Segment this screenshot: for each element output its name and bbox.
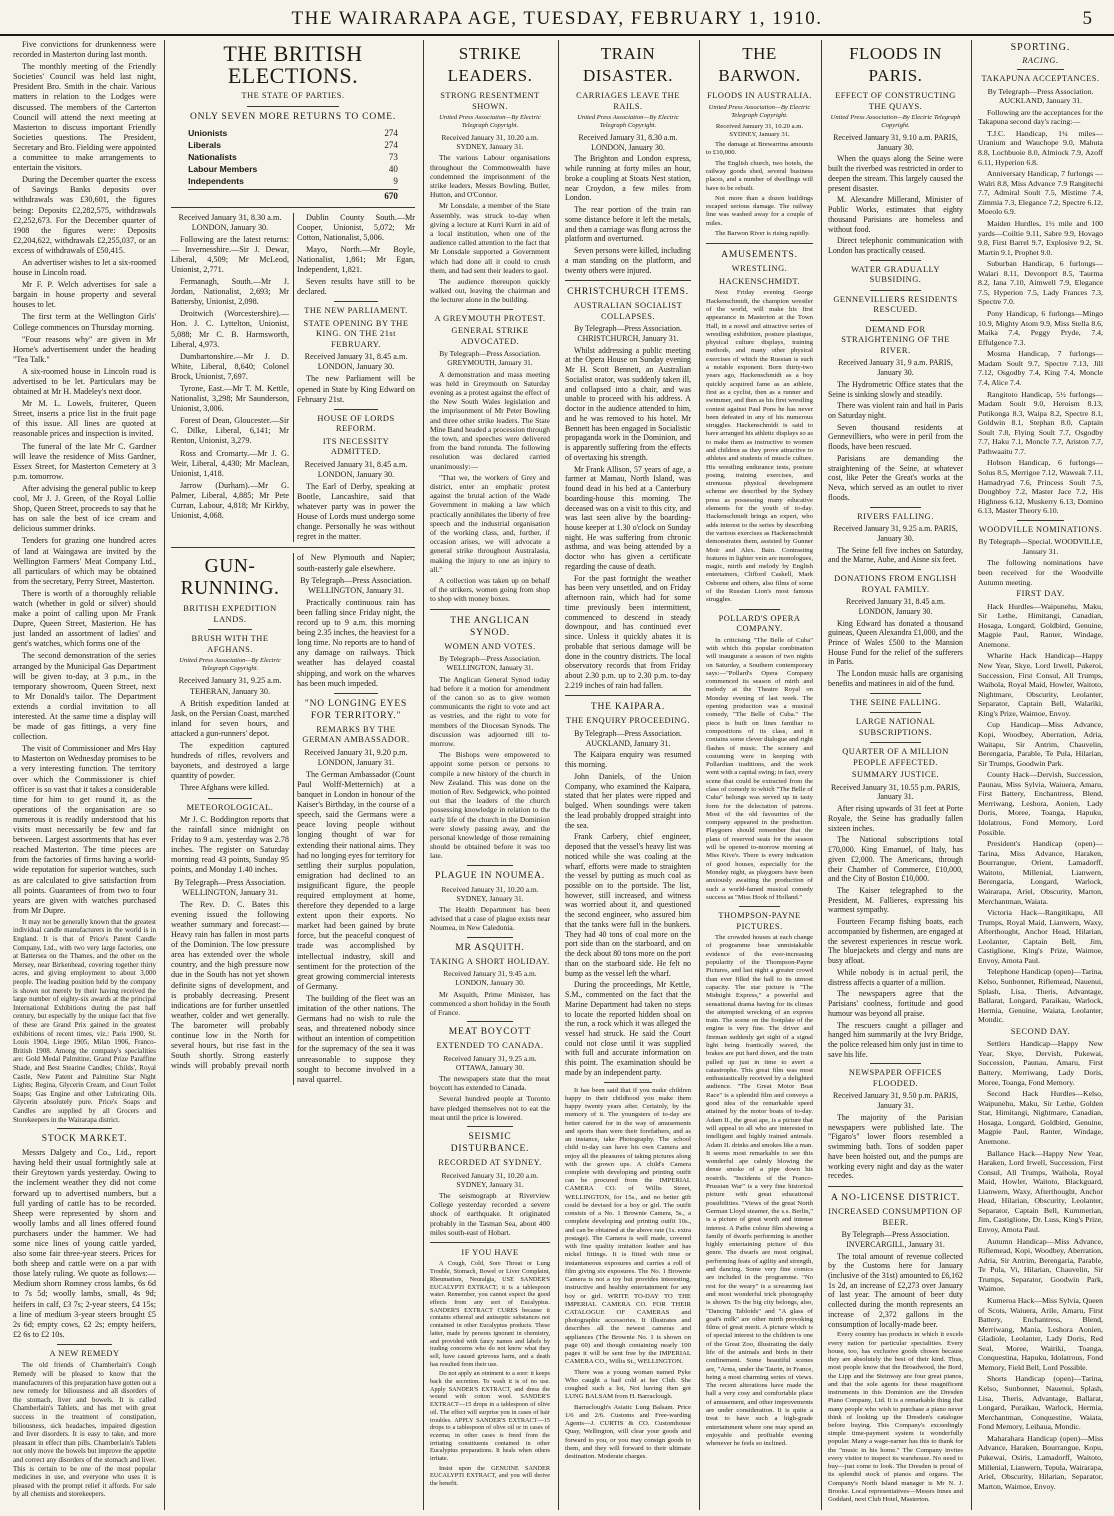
column-rule [164, 40, 165, 1510]
dateline: Received January 31, 9.25 a.m. OTTAWA, January 30. [443, 1053, 537, 1072]
paragraph: Wharite Hack Handicap—Happy New Year, Skye, Lord Irwell, Pukeroi, Succession, First Consul, All Trumps, Waihola, Royal Maid, Howler, Waitoto, Nightmare, Obscurity, Leolanter, Separator, Captain Bell, Walariki, King's Prize, Waimoe, Envoy. [978, 651, 1103, 718]
subheading: ONLY SEVEN MORE RETURNS TO COME. [189, 111, 397, 122]
advertisement-text: A Cough, Cold, Sore Throat or Lung Trouble, Stomach, Bowel or Liver Complaint, Rheumatism, Neuralgia, USE SANDER'S EUCALYPTI EXTRACT; it is a tablespoon water. Remember, you cannot expect the good effects from any sort of Eucalyptus. SANDER'S EXTRACT CURES because it contains ethereal and antiseptic substances not contained in other Eucalyptus products. These latter, made by persons ignorant in chemistry, and provided with fancy names and labels by trading concerns who do not know what they sell, have caused grievous harm, and a death has resulted from their use. [430, 1260, 550, 1368]
paragraph: The funeral of the late Mr C. Gardner will leave the residence of Miss Gardner, Essex Street, for Masterton Cemetery at 3 p.m. tomorrow. [13, 441, 156, 481]
paragraph: Mr M. L. Lowels, fruiterer, Queen Street, inserts a price list in the fruit page of this issue. All lines are quoted at reasonable prices and inspection is invited. [13, 399, 156, 439]
column-1 [8, 40, 161, 1510]
subheading: RECORDED AT SYDNEY. [438, 1158, 542, 1168]
divider [739, 906, 780, 907]
paragraph: Next Friday evening George Hackenschmidt, the champion wrestler of the world, will make his first appearance in Masterton at the Town Hall, in a novel and attractive series of wrestling exhibition, posture plastique, physical culture displays, training methods, and many other physical exercises of which the Russian is such a notable exponent. Born thirty-two years ago, Hackenschmidt as a boy quickly acquired fame as an athlete, first as a cyclist, then as a runner and swimmer, and then as his first wrestling contest against Paul Pons he has never been defeated in any of his numerous struggles. Hackenschmidt is said to have arranged his athletic displays so as to make them as instructive to women and children as they prove attractive to athletes and students of muscle culture. His wrestling endurance tests, posture posing, training exercises, and strenuous physical development scheme are described by the Sydney press as possessing many educative elements for the youth of to-day. Hackenschmidt brings an expert, who adds interest to the series by describing the various exercises as Hackenschmidt demonstrates them, assisted by Gunner Moir and Alex. Bain. Contrasting features in lighter vein are monologues, magic, mirth and melody by English entertainers, Clifford Caskell, Mark Osborne and others, also films of some of the Russian Lion's most famous struggles. [706, 289, 813, 604]
dateline: Received January 31, 9.50 p.m. PARIS, January 31. [832, 1091, 959, 1111]
divider [467, 309, 513, 310]
divider [604, 1082, 652, 1083]
divider [706, 243, 813, 244]
party-seats: 73 [388, 151, 398, 162]
subheading: RACING. [1022, 55, 1059, 65]
section-heading: SEISMIC DISTURBANCE. [450, 1132, 530, 1155]
paragraph: Direct telephonic communication with London has practically ceased. [828, 236, 963, 256]
dateline: Received January 31, 10.55 p.m. PARIS, January 31. [830, 782, 960, 802]
paragraph: The London music halls are organising benefits and matinees in aid of the fund. [828, 669, 963, 688]
headline: TRAIN DISASTER. [583, 44, 673, 85]
divider [870, 742, 921, 743]
subheading: GENERAL STRIKE ADVOCATED. [451, 326, 529, 346]
section-heading: SPORTING. [1010, 42, 1071, 53]
subheading: STRONG RESENTMENT SHOWN. [440, 91, 540, 111]
paragraph: Dumbartonshire.—Mr J. D. White, Liberal, 8,640; Colonel Brock, Unionist, 7,697. [171, 351, 289, 381]
paragraph: The newspapers state that the meat boycott has extended to Canada. [430, 1074, 550, 1093]
subheading: HACKENSCHMIDT. [718, 276, 801, 286]
divider [334, 693, 379, 694]
dateline: Received January 31, 10.20 a.m. SYDNEY, January 31. [441, 133, 539, 152]
advertisement-text: Every country has products in which it excels every nation for particular specialities. Every house, too, has exclusive goods chosen because they are absolutely the best of their kind. Thus, most people know that the Broadwood, the Bord, the Lipp and the Steinway are four great pianos, and that the sole agents for these magnificent instruments in this Dominion are the Dresden Piano Company, Ltd. It is a remarkable thing that many people who wish to purchase a piano never think of looking up the Dresden's catalogue before buying. This Company's exceedingly simple time-payment system is wonderfully popular. Many a wage-earner has this to thank for the "music in his home." The Company invites every visitor to inspect its warehouse. No need to buy—just come to look. The Dresden is proud of its splendid stock of pianos and organs. The Company's North Island manager is Mr N. J. Brooke. Local representatives—Messrs Innes and Goddard, next Club Hotel, Masterton. [828, 1331, 963, 1504]
paragraph: Hack Hurdles—Waipunehu, Maku, Sir Lethe, Himitangi, Canadian, Hosaga, Longard, Goldbird, Genuine, Magpie Paul, Ranter, Windage, Anemone. [978, 601, 1103, 649]
headline: THE BRITISH ELECTIONS. [223, 41, 363, 88]
section-heading: THE ANGLICAN SYNOD. [450, 615, 530, 638]
paragraph: T.J.C. Handicap, 1¼ miles—Uranium and Wauchope 9.0, Mahuta 8.8, Lochbuoie 8.0, Almiock 7.9, Azoff 6.11, Hyperion 6.8. [978, 128, 1103, 167]
section-heading: WATER GRADUALLY SUBSIDING. [851, 264, 940, 285]
column-3 [425, 40, 555, 1510]
subheading: ITS NECESSITY ADMITTED. [322, 436, 390, 457]
paragraph: An advertiser wishes to let a six-roomed house in Lincoln road. [13, 257, 156, 278]
paragraph: Seven persons were killed, including a man standing on the platform, and twenty others were injured. [565, 246, 691, 275]
divider [1017, 69, 1065, 70]
section-heading: CHRISTCHURCH ITEMS. [567, 287, 689, 298]
column-rule [699, 40, 700, 1510]
paragraph: Maiden Hurdles, 1½ mile and 100 yards—Coiltie 9.11, Sabre 9.9, Hovago 9.8, First Barrel 9.7, Explosive 9.2, St. Martin 9.1, Prophet 9.0. [978, 218, 1103, 257]
paragraph: County Hack—Dervish, Succession, Paunau, Miss Sylvia, Waiuera, Amaru, First Battery, Enchantress, Blend, Merriwang, Leshora, Aonien, Lady Doris, Moree, Toanga, Hapuku, Idolatrous, Fond Memory, Lord Possible. [978, 770, 1103, 837]
subheading: FIRST DAY. [1016, 589, 1065, 599]
paragraph: Tyrone, East.—Mr T. M. Kettle, Nationalist, 3,298; Mr Saunderson, Unionist, 3,006. [171, 384, 289, 414]
dateline: Received January 31, 9.10 a.m. PARIS, January 30. [833, 133, 958, 152]
paragraph: Rangitoto Handicap, 5½ furlongs—Madam Soult 9.0, Heroism 8.13, Putikonga 8.3, Waipa 8.2, Spectre 8.1, Goldwin 8.1, Stephan 8.0, Captain Soult 7.8, Flying Soult 7.7, Osgodby 7.7, Haku 7.1, Moncle 7.7, Ariston 7.7, Pathwaaitu 7.7. [978, 389, 1103, 456]
paragraph: Following are the latest returns:— Invernesshire.—Sir J. Dewar, Liberal, 4,509; Mr McLeod, Unionist, 2,771. [171, 234, 289, 274]
column-4 [560, 40, 696, 1510]
paragraph: Seven thousand residents at Gennevilliers, who were in peril from the floods, have been rescued. [828, 422, 963, 452]
dateline: Received January 31, 9.25 a.m. TEHERAN, January 30. [178, 676, 282, 696]
paragraph: Second Hack Hurdles—Kelso, Waipunehu, Maku, Sir Lethe, Golden Star, Himitangi, Nightmare, Canadian, Hosaga, Longard, Goldbird, Genuine, Magpie Paul, Ranter, Windage, Anemone. [978, 1089, 1103, 1146]
section-heading: AMUSEMENTS. [721, 250, 798, 261]
divider [171, 547, 415, 548]
party-row [188, 151, 398, 163]
dateline: Received January 31, 8.45 a.m. LONDON, January 30. [304, 459, 408, 479]
paragraph: Settlers Handicap—Happy New Year, Skye, Dervish, Pukewai, Succession, Paunau, Amaru, First Battery, Merriwang, Lady Doris, Moree, Toanga, Fond Memory. [978, 1039, 1103, 1087]
column-rule [558, 40, 559, 1510]
subheading: LARGE NATIONAL SUBSCRIPTIONS. [855, 717, 936, 737]
paragraph: The Earl of Derby, speaking at Bootle, Lancashire, said that whatever party was in power the House of Lords must undergo some change. Personally he was without regret in the matter. [297, 481, 415, 542]
subheading: EXTENDED TO CANADA. [436, 1041, 544, 1051]
divider [870, 569, 921, 570]
paragraph: The English church, two hotels, the railway goods shed, several business places, and a number of dwellings will have to be rebuilt. [706, 159, 813, 192]
divider [870, 290, 921, 291]
dateline: Received January 31, 10.20 a.m. SYDNEY, January 31. [441, 1170, 539, 1189]
paragraph: During the proceedings, Mr Kettle, S.M., commented on the fact that the Marine Department had taken no steps to locate the reported hidden shoal on the run, a rock which it was alleged the vessel had struck. He said the Court could not close until it was supplied with full and accurate information on this point. The examination should be made by an independent party. [565, 980, 691, 1077]
paragraph: Not more than a dozen buildings escaped serious damage. The railway line was washed away for a couple of miles. [706, 194, 813, 227]
party-name: Labour Members [188, 163, 258, 174]
advertisement-text: Insist upon the GENUINE SANDER EUCALYPTI EXTRACT, and you will derive the benefit. [430, 1464, 550, 1488]
paragraph: The Seine fell five inches on Saturday, and the Marne, Aube, and Aisne six feet. [828, 545, 963, 565]
total-seats: 670 [188, 189, 398, 202]
paragraph: The seismograph at Riverview College yesterday recorded a severe shock of earthquake. It originated probably in the Tasman Sea, about 400 miles south-east of Hobart. [430, 1190, 550, 1237]
paragraph: The Hydrometric Office states that the Seine is sinking slowly and steadily. [828, 379, 963, 399]
party-name: Unionists [188, 127, 228, 138]
paragraph: Ballance Hack—Happy New Year, Haraken, Lord Irwell, Succession, First Consul, All Trumps, Waihola, Royal Maid, Howler, Waitoto, Blackguard, Lianwern, Waxy, Afterthought, Anchor Head, Hilarian, Obscurity, Leolanter, Separator, Captain Bell, Kummerian, Jim, Castiglione, Dr. Luss, King's Prize, Envoy, Amota Paul. [978, 1148, 1103, 1234]
paragraph: The rescuers caught a pillager and hanged him summarily at the Ivry Bridge, the police released him only just in time to save his life. [828, 1020, 963, 1059]
party-row [188, 127, 398, 139]
subheading: BRUSH WITH THE AFGHANS. [191, 634, 269, 654]
paragraph: Mr F. P. Welch advertises for sale a bargain in house property and several houses to let. [13, 280, 156, 310]
subheading: GENNEVILLIERS RESIDENTS RESCUED. [833, 294, 958, 315]
paragraph: Mr Asquith, Prime Minister, has commenced a short holiday in the South of France. [430, 989, 550, 1017]
paragraph: The old friends of Chamberlain's Cough Remedy will be pleased to know that the manufacturers of this preparation have gotten out a new remedy for biliousness and all disorders of the stomach, liver and bowels. It is called Chamberlain's Tablets, and has met with great success in the treatment of constipation, biliousness, sick headaches, impaired digestion and liver disorders. It is easy to take, and more pleasant in effect than pills. Chamberlain's Tablets not only move the bowels but improve the appetite and correct any disorders of the stomach and liver. This is certain to be one of the most popular medicines in use, and everyone who uses it is pleased with the prompt relief it affords. For sale by all chemists and storekeepers. [13, 1361, 156, 1499]
advertisement-heading: IF YOU HAVE [461, 1247, 519, 1257]
column-2 [166, 40, 420, 1510]
dateline: By Telegraph—Press Association. AUCKLAND, January 31. [574, 728, 682, 748]
dateline: Received January 31, 8.30 a.m. LONDON, January 30. [578, 133, 678, 152]
section-heading: THE SEINE FALLING. [850, 697, 941, 707]
headline: STRIKE LEADERS. [447, 44, 533, 85]
paragraph: Following are the acceptances for the Takapuna second day's racing:— [978, 107, 1103, 127]
paragraph: Autumn Handicap—Miss Advance, Riflemead, Kopi, Woodbey, Aberration, Adria, Sir Antrim, Berengaria, Parable, Te Pula, Vi, Hilarian, Chauvelin, Sir Trumps, Separator, Goodwin Park, Waimoe. [978, 1236, 1103, 1294]
section-heading: A GREYMOUTH PROTEST. [434, 313, 546, 323]
column-rule [971, 40, 972, 1510]
paragraph: The monthly meeting of the Friendly Societies' Council was held last night, President Bro. Smith in the chair. Various matters in relation to the Lodges were discussed. The members of the Carterton Council will attend the next meeting at Masterton to discuss important Friendly Societies questions. The President, Secretary and Bro. Fielding were appointed a committee to make arrangements to entertain the visitors. [13, 62, 156, 173]
subheading: WOMEN AND VOTES. [444, 641, 536, 651]
party-name: Independents [188, 175, 244, 186]
subheading: THE STATE OF PARTIES. [241, 91, 345, 100]
subheading: THE ENQUIRY PROCEEDING. [565, 716, 690, 726]
section-heading: NEWSPAPER OFFICES FLOODED. [848, 1068, 943, 1088]
paragraph: The following nominations have been received for the Woodville Autumn meeting. [978, 558, 1103, 587]
dateline: By Telegraph—Special. WOODVILLE, January 31. [978, 537, 1103, 556]
advertisement-text: It has been said that if you make children happy in their childhood you make them happy twenty years after. Certainly, by the memory of it. The youngsters of to-day are better catered for in the way of amusements and sports than were their forefathers, and as an instance, take Photography. The school child to-day can have his own Camera and enjoy all the pleasures of taking pictures along with the grown ups. A child's Camera complete with developing and printing outfit can be procured from the IMPERIAL CAMERA CO. of Willis Street, WELLINGTON, for 15s., and no better gift could be devised for a boy or girl. The outfit consists of a No. 1 Brownie Camera, 5s., a complete developing and printing outfit 10s., and can be obtained at the above rate (1s. extra postage). The Camera is well made, covered with fine quality imitation leather and has nickel fittings. It is fitted with time or instantaneous exposures and carries a roll of film giving six exposures. The No. 1 Brownie Camera is not a toy but provides interesting, instructive and healthy entertainment for any boy or girl. WRITE TO-DAY TO THE IMPERIAL CAMERA CO. FOR THEIR CATALOGUE OF CAMERAS and photographic accessories. It illustrates and describes all the newest cameras and appliances (The Brownie No. 1 is shown on page 60) and though containing nearly 100 pages it will be sent free by the IMPERIAL CAMERA CO., Willis St., WELLINGTON. [565, 1086, 691, 1366]
section-heading: "NO LONGING EYES FOR TERRITORY." [304, 698, 408, 721]
subheading: FLOODS IN AUSTRALIA. [707, 91, 812, 100]
paragraph: Kumeroa Hack—Miss Sylvia, Queen of Scots, Waiuera, Arile, Amaru, First Battery, Enchantress, Blend, Merriwang, Mania, Leshora Aonien, Gladiole, Leolanter, Lady Doris, Red Seal, Moree, Wairiki, Toanga, Conquestina, Hapuku, Idolatrous, Fond Memory, Field Bell, Lord Possible. [978, 1295, 1103, 1372]
subheading: STATE OPENING BY THE KING. ON THE 21st FEBRUARY. [303, 318, 409, 349]
paragraph: The Health Department has been advised that a case of plague exists near Noumea, in New Caledonia. [430, 905, 550, 933]
press-credit: United Press Association—By Electric Telegraph Copyright. [577, 114, 679, 129]
paragraph: The second demonstration of the series arranged by the Municipal Gas Department will be given to-day, at 3 p.m., in the temporary showroom, Queen Street, next to Mr Donald's tailor. The Department extends a cordial invitation to all interested. At the same time a display will be made of gas fittings, a very fine collection. [13, 651, 156, 742]
paragraph: M. Alexandre Millerand, Minister of Public Works, estimates that eighty thousand Parisians are homeless and without food. [828, 195, 963, 234]
section-heading: MEAT BOYCOTT [448, 1027, 532, 1038]
paragraph: A demonstration and mass meeting was held in Greymouth on Saturday evening as a protest against the effect of the New South Wales legislation and the imprisonment of Mr Peter Bowling and three other strike leaders. The State Mine Band headed a procession through the town, and speeches were delivered from the band rotunda. The following resolution was declared carried unanimously:— [430, 369, 551, 471]
paragraph: Seven results have still to be declared. [297, 277, 415, 297]
paragraph: A British expedition landed at Jask, on the Persian Coast, marched inland for seven hours, and attacked a gun-runners' depot. [171, 698, 289, 738]
paragraph: While nobody is in actual peril, the distress affects a quarter of a million. [828, 967, 963, 987]
divider [870, 260, 921, 261]
paragraph: When the quays along the Seine were built the riverbed was restricted in order to deepen the stream. This largely caused the present disaster. [828, 154, 963, 193]
dateline: By Telegraph—Press Association. CHRISTCHURCH, January 31. [574, 324, 682, 344]
column-rule [423, 40, 424, 1510]
dateline: By Telegraph—Press Association. WELLINGTON, January 31. [300, 575, 412, 595]
divider [430, 609, 550, 610]
paragraph: The expedition captured hundreds of rifles, revolvers and bayonets, and destroyed a large quantity of powder. [171, 741, 289, 781]
paragraph: Parisians are demanding the straightening of the Seine, at whatever cost, like Peter the Great's works at the Neva, which served as an outlet to river floods. [828, 453, 963, 502]
paragraph: During the December quarter the excess of Savings Banks deposits over withdrawals was £30,601, the figures being: Deposits £2,282,575, withdrawals £2,252,673. For the December quarter of 1908 the figures were: Deposits £2,204,622, withdrawals £2,255,037, or an excess of withdrawals of £50,415. [13, 175, 156, 255]
party-seats: 40 [388, 163, 398, 174]
subheading: TAKING A SHORT HOLIDAY. [430, 956, 550, 966]
paragraph: Mr J. C. Boddington reports that the rainfall since midnight on Friday to 9 a.m. yesterday was 2.78 inches. The register on Saturday morning read 43 points, Sunday 95 points, and Monday 1.40 inches. [171, 815, 289, 875]
column-7 [973, 40, 1108, 1510]
dateline: Received January 31, 8.45 a.m. LONDON, January 30. [845, 597, 946, 616]
paragraph: The German Ambassador (Count Paul Wolff-Metternich) at a banquet in London in honour of the Kaiser's Birthday, in the course of a speech, said the Germans were a peace loving people without longing thought of war for extending their national aims. They had no longing eyes for territory for settling their surplus population, emigration had declined to an insignificant figure, the people required employment at home, therefore they depended to a large extent upon their exports. No market had been gained by brute force, but the peaceful conquest of trade was accomplished by intellectual industry, skill and sentiment for the protection of the great growing commercial interests of Germany. [297, 769, 415, 991]
subheading: SUMMARY JUSTICE. [851, 770, 940, 780]
section-heading: THE NEW PARLIAMENT. [304, 306, 408, 316]
divider [171, 207, 415, 208]
section-heading: POLLARD'S OPERA COMPANY. [718, 613, 801, 634]
paragraph: Frank Carbery, chief engineer, deposed that the vessel's heavy list was noticed while she was coaling at the wharf, efforts were made to straighten the vessel by putting as much coal as possible on to the portside. The list, however, still increased, and witness was worried about it, and questioned the second engineer, who assured him that the tanks were full in the bunkers. They had 40 tons of coal more on the port side than on the starboard, and on the deck about 80 tons more on the port than on the starboard side. He felt no bump as the vessel left the wharf. [565, 832, 691, 978]
divider [247, 106, 340, 107]
section-heading: A NO-LICENSE DISTRICT. [830, 1193, 961, 1204]
paragraph: The first term at the Wellington Girls' College commences on Thursday morning. [13, 312, 156, 332]
paragraph: After advising the general public to keep cool, Mr J. J. Green, of the Royal Lollie Shop, Queen Street, proceeds to say that he has on sale the best of ice cream and delicious summer drinks. [13, 483, 156, 534]
divider [334, 409, 379, 410]
newspaper-page [0, 40, 1114, 1510]
dateline: Received January 31, 10.20 a.m. SYDNEY, January 31. [441, 884, 539, 903]
paragraph: The Bishops were empowered to appoint some person or persons to compile a new history of the church in New Zealand. This was done on the motion of Rev. Sedgewick, who pointed out that the leaders of the church possessing knowledge in relation to the early life of the church in the Dominion were slowly passing away, and the personal knowledge of those remaining should be obtained before it was too late. [430, 750, 550, 861]
paragraph: Fourteen Fecamp fishing boats, each accompanied by fishermen, are engaged at the severest experiences in rescue work. The bluejackets and clergy and nuns are busy afloat. [828, 917, 963, 966]
party-seats: 274 [384, 127, 398, 138]
party-standings-table [188, 127, 398, 202]
paragraph: Mayo, North.—Mr Boyle, Nationalist, 1,861; Mr Egan, Independent, 1,821. [297, 244, 415, 274]
press-credit: United Press Association—By Electric Telegraph Copyright. [830, 114, 961, 129]
column-5 [701, 40, 818, 1510]
dateline: By Telegraph—Press Association. WELLINGTON, January 31. [174, 877, 286, 897]
dateline: Received January 31, 9 a.m. PARIS, January 30. [838, 358, 953, 378]
paragraph: John Daniels, of the Union Company, who examined the Kaipara, stated that her plates were ripped and bulged. When soundings were taken the lead probably dropped straight into the sea. [565, 771, 691, 830]
divider [870, 1063, 921, 1064]
section-heading: STOCK MARKET. [41, 1134, 128, 1145]
section-heading: THOMPSON-PAYNE PICTURES. [718, 911, 801, 931]
headline: FLOODS IN PARIS. [849, 44, 942, 85]
paragraph: After rising upwards of 31 feet at Porte Royale, the Seine has gradually fallen sixteen inches. [828, 804, 963, 833]
paragraph: The new Parliament will be opened in State by King Edward on February 21st. [297, 374, 415, 404]
paragraph: "Four reasons why" are given in Mr Horne's advertisement under the heading "Tea Talk." [13, 334, 156, 364]
paragraph: Practically continuous rain has been falling since Friday night, the record up to 9 a.m. this morning being 2.35 inches, the heaviest for a long time. No reports are to hand of any damage on railways. Thick weather has delayed coastal shipping, and work on the wharves has been much impeded. [297, 597, 415, 688]
party-name: Nationalists [188, 151, 237, 162]
paragraph: Five convictions for drunkenness were recorded in Masterton during last month. [13, 40, 156, 60]
paragraph: Forest of Dean, Gloucester.—Sir C. Dilke, Liberal, 6,141; Mr Renton, Unionist, 3,279. [171, 416, 289, 446]
paragraph: The audience thereupon quickly walked out, leaving the chairman and the lecturer alone in the building. [430, 277, 550, 305]
dateline: Received January 31, 9.25 a.m. PARIS, January 30. [833, 524, 958, 543]
paragraph: Tenders for grazing one hundred acres of land at Waingawa are invited by the Wellington Farmers' Meat Company Ltd., all particulars of which may be obtained from the secretary, Perry Street, Masterton. [13, 536, 156, 586]
paragraph: Jarrow (Durham).—Mr G. Palmer, Liberal, 4,885; Mr Pete Curran, Labour, 4,818; Mr Kirkby, Unionist, 4,068. [171, 480, 289, 521]
divider [467, 1021, 513, 1022]
paragraph: Mr Frank Allison, 57 years of age, a farmer at Mamau, North Island, was found dead in his bed at a Canterbury boarding-house this morning. The deceased was on a visit to this city, and was last seen alive by the boarding-house keeper at 1.30 o'clock on Sunday night. He was suffering from chronic asthma, and was being attended by a doctor who has given a certificate regarding the cause of death. [565, 464, 691, 571]
divider [467, 865, 513, 866]
paragraph: Whilst addressing a public meeting at the Opera House on Sunday evening Mr H. Scott Bennett, an Australian Socialist orator, was suddenly taken ill, and collapsed into a chair, and was unable to proceed with his address. A doctor in the audience attended to him, and he was removed to his hotel. Mr Bennett has been engaged in Socialistic propaganda work in the Dominion, and is apparently suffering from the effects of overtaxing his strength. [565, 345, 691, 462]
small-print-paragraph: It may not be generally known that the greatest individual candle manufacturers in the world is in England. It is that of Price's Patent Candle Company, Ltd., with two very large factories, one at Battersea on the Thames, and the other on the Mersey, near Birkenhead, covering together thirty acres, and giving employment to about 3,000 people. The leading position held by the company is shown not merely by their having received the large number of eighty-six awards at the principal International Exhibitions during the past half century, but especially by the unique fact that five of these are Grand Prix gained in the greatest exhibitions of recent times, viz.: Paris 1900, St. Louis 1904, Liege 1905, Milan 1906, Franco-British 1908. Among the company's specialities are: Gold Medal Palmitine, Grand Prize Paraffine Shade, and Best Stearine Candles; Childs', Royal Castle, New Patent and Palmitine Star Night Lights; Regina, Glycerin Cream, and Court Toilet Soaps; Gas Engine and other Lubricating Oils. Glycerin absolutely pure. Price's Soaps and Candles are supplied by all Grocers and Storekeepers in the Wairarapa district. [13, 917, 156, 1124]
divider [739, 609, 780, 610]
section-heading: THE KAIPARA. [590, 702, 666, 713]
paragraph: The Barwon River is rising rapidly. [715, 230, 810, 238]
paragraph: Droitwich (Worcestershire).—Hon. J. C. Lyttelton, Unionist, 5,088; Mr C. B. Harmsworth, Liberal, 4,973. [171, 309, 289, 349]
divider [430, 1242, 550, 1243]
paragraph: The Anglican General Synod today had before it a motion for amendment of the canon so as to give women communicants the right to vote and act as vestries, and the right to vote for members of the Diocesan Synods. The discussion was adjourned till to-morrow. [430, 674, 550, 748]
dateline: Received January 31, 8.45 a.m. LONDON, January 30. [304, 352, 408, 372]
paragraph: President's Handicap (open)—Tarina, Miss Advance, Haraken, Bourrangue, Orient, Lamadorff, Waitoto, Millenial, Lianwern, Berengaria, Longard, Warlock, Wairarapa, Ariel, Obscurity, Marton, Merchantman, Waiata. [978, 839, 1103, 906]
party-name: Liberals [188, 139, 222, 150]
column-6 [823, 40, 968, 1510]
paragraph: The visit of Commissioner and Mrs Hay to Masterton on Wednesday promises to be a very interesting function. The territory over which the Commissioner is chief officer is so vast that it takes a considerable time for him to get round it, as the operations of the organisation are so numerous it is readily understood that his visits must necessarily be few and far between. Largest assortments that has ever reached Masterton. The time pieces are from the factories of firms having a world-wide reputation for superior watches, such as are calculated to give satisfaction from all points. Guarantees of from two to four years are given with watches purchased from Mr Dupre. [13, 744, 156, 915]
paragraph: The various Labour organisations throughout the Commonwealth have condemned the imprisonment of the strike leaders, Messrs Bowling, Butler, Hutton, and O'Connor. [430, 153, 550, 200]
advertisement-text: There was a young woman named Pyke Who caught a bad cold at her Club. She coughed such a lot, Not having then got LUNG BALSAM from H. Barraclough. [565, 1368, 691, 1401]
paragraph: Fermanagh, South.—Mr J. Jordan, Nationalist, 2,693; Mr Battersby, Unionist, 2,098. [171, 277, 289, 307]
paragraph: Anniversary Handicap, 7 furlongs —Walri 8.8, Miss Advance 7.9 Rangitechi 7.7, Admiral Soult 7.5, Mistime 7.4, Zimmia 7.3, Elegance 7.2, Spectre 6.12, Moeolo 6.9. [978, 169, 1103, 217]
paragraph: There was violent rain and hail in Paris on Saturday night. [828, 401, 963, 420]
local-news [13, 40, 156, 1124]
paragraph: Shorts Handicap (open)—Tarina, Kelso, Sunbonnet, Nauenui, Splash, Lisa, Theris, Advantage, Ballarat, Longard, Puraikau, Warlock, Hermia, Merchantman, Conquestine, Waiata, Fond Memory, Leihaua, Mondic. [978, 1374, 1103, 1432]
dateline: Received January 31, 9.45 a.m. LONDON, January 30. [443, 969, 537, 988]
subheading: WOODVILLE NOMINATIONS. [978, 524, 1103, 534]
dateline: Received January 31, 10.20 a.m. SYDNEY, January 31. [715, 122, 804, 138]
paragraph: The Brighton and London express, while running at forty miles an hour, broke a coupling at Stoats Nest station, near Croydon, a few miles from London. [565, 154, 691, 203]
section-heading: HOUSE OF LORDS REFORM. [317, 413, 395, 434]
subheading: INCREASED CONSUMPTION OF BEER. [828, 1207, 963, 1227]
divider [870, 320, 921, 321]
divider [565, 695, 691, 696]
divider [870, 712, 921, 713]
paragraph: The majority of the Parisian newspapers were published late. The "Figaro's" lower floors resembled a swimming bath. Tons of sodden paper have been hoisted out, and the pumps are working every night and day as the water recedes. [828, 1112, 963, 1181]
subheading: REMARKS BY THE GERMAN AMBASSADOR. [302, 724, 410, 745]
subheading: QUARTER OF A MILLION PEOPLE AFFECTED. [842, 747, 949, 767]
page-number: 5 [1082, 8, 1092, 29]
press-credit: United Press Association—By Electric Telegraph Copyright. [179, 657, 281, 673]
party-seats: 274 [384, 139, 398, 150]
dateline: By Telegraph—Press Association. INVERCARGILL, January 31. [841, 1230, 950, 1249]
paragraph: Messrs Dalgety and Co., Ltd., report having held their usual fortnightly sale at their Greytown yards yesterday. Owing to the inclement weather they did not come forward up to advertised numbers, but a full yarding of cattle has to be recorded. Sheep were represented by shorn and woolly lambs and all lines offered found purchasers under the hammer. We had some nice lines of young cattle yarded, also some fair three-year steers. Prices for both sheep and cattle were on a par with those lately ruling. We quote as follows:—Medium shorn Romney cross lambs, 6s 6d to 7s 5d; woolly lambs, small, 4s 9d; heifers in calf, £3 7s; 2-year steers, £4 15s; a line of medium 3-year steers brought £5 2s 6d; empty cows, £2 2s; empty heifers, £2 6s to £2 10s. [13, 1148, 156, 1339]
dateline: By Telegraph—Press Association. WELLINGTON, January 31. [439, 654, 541, 673]
paragraph: Three Afghans were killed. [180, 783, 270, 793]
advertisement-text: Do not apply an ointment to a sore: it keeps back the secretion. To wash it is of no use. Apply SANDER'S EXTRACT, and dress the wound with cotton wool. SANDER'S EXTRACT—15 drops in a tablespoon of olive oil. The effect will surprise you in cases of hair troubles. APPLY SANDER'S EXTRACT—15 drops to a tablespoon of olive oil or in cases of eczema; in other cases is freed from the irritating constituents contained in other Eucalyptus preparations. It heals when others irritate. [430, 1370, 550, 1463]
divider [870, 507, 921, 508]
section-heading: PLAGUE IN NOUMEA. [435, 870, 545, 881]
paragraph: The National subscriptions total £70,000. King Emanuel, of Italy, has given £2,000. The Americans, through their Chamber of Commerce, £10,000, and the City of Boston £10,000. [828, 835, 963, 884]
paragraph: The rear portion of the train ran some distance before it left the metals, and then a carriage was flung across the platform and overturned. [565, 205, 691, 244]
paragraph: The newspapers agree that the Parisians' coolness, fortitude and good humour was beyond all praise. [828, 989, 963, 1018]
divider [870, 693, 921, 694]
paragraph: Ross and Cromarty.—Mr J. G. Weir, Liberal, 4,430; Mr Maclean, Unionist, 1,418. [171, 448, 289, 478]
paragraph: The Kaipara enquiry was resumed this morning. [565, 750, 691, 770]
party-seats: 9 [393, 175, 398, 186]
paragraph: Cup Handicap—Miss Advance, Kopi, Woodbey, Aberration, Adria, Waitapu, Sir Antrim, Chauvelin, Berengaria, Parable, Te Pula, Hilarian, Sir Trumps, Goodwin Park. [978, 720, 1103, 768]
press-credit: United Press Association—By Electric Telegraph Copyright. [439, 114, 541, 129]
divider [334, 301, 379, 302]
advertisement-text: Barraclough's Asiatic Lung Balsam. Price 1/6 and 2/6. Customs and Free-warding Agents—J. CURTIS & CO. Customhouse Quay, Wellington, will clear your goods and forward to you, or you may consign goods to them, and they will forward to their ultimate destination. Moderate charges. [565, 1403, 691, 1460]
dateline: Received January 31, 8.30 a.m. LONDON, January 30. [178, 212, 282, 232]
paragraph: Telephone Handicap (open)—Tarina, Kelso, Sunbonnet, Riflemead, Nauenui, Splash, Lisa, Theris, Advantage, Ballarat, Longard, Paraikau, Warlock, Hermia, Genuine, Waiata, Leolanter, Mondic. [978, 967, 1103, 1025]
paragraph: Hobson Handicap, 6 furlongs—Solus 8.5, Merrigoe 7.12, Waweak 7.11, Hamadryad 7.6, Princess Soult 7.5, Doughboy 7.2, Master Jace 7.2, His Highness 6.12, Muskerry 6.13, Domino 6.13, Master Theory 6.10. [978, 458, 1103, 516]
subheading: SECOND DAY. [1010, 1026, 1071, 1036]
newspaper-title: THE WAIRARAPA AGE, TUESDAY, FEBRUARY 1, 1910. [291, 8, 823, 29]
dateline: Received January 31, 9.20 p.m. LONDON, January 31. [304, 747, 408, 767]
press-credit: United Press Association—By Electric Telegraph Copyright. [708, 103, 811, 119]
masthead [0, 0, 1114, 36]
party-row [188, 139, 398, 151]
section-heading: A NEW REMEDY [49, 1348, 120, 1358]
paragraph: Mosma Handicap, 7 furlongs—Madam Soult 9.7, Spectre 7.13, Jill 7.12, Osgodby 7.4, King 7.4, Moncle 7.4, Alice 7.4. [978, 349, 1103, 387]
divider [208, 629, 253, 630]
headline: GUN-RUNNING. [180, 556, 280, 600]
divider [1017, 520, 1065, 521]
dateline: By Telegraph—Press Association. GREYMOUTH, January 31. [439, 349, 541, 368]
paragraph: The damage at Brewarrina amounts to £10,000. [706, 141, 813, 157]
divider [57, 1344, 111, 1345]
paragraph: Suburban Handicap, 6 furlongs—Walari 8.11, Devonport 8.5, Taurma 8.2, Iana 7.10, Aimwell 7.9, Elegance 7.5, Hyperion 7.5, Lady Frances 7.3, Spectre 7.0. [978, 259, 1103, 307]
paragraph: Maharahara Handicap (open)—Miss Advance, Haraken, Bourrangue, Kopu, Pukewai, Osiris, Lamadorff, Waitoto, Millenial, Lianwern, Tepula, Wairarapa, Ariel, Obscurity, Hilarian, Separator, Marton, Waimoe, Envoy. [978, 1433, 1103, 1491]
paragraph: King Edward has donated a thousand guineas, Queen Alexandra £1,000, and the Prince of Wales £500 to the Mansion House Fund for the relief of the sufferers in Paris. [828, 618, 963, 667]
divider [208, 798, 253, 799]
paragraph: The Kaiser telegraphed to the President, M. Fallieres, expressing his warmest sympathy. [828, 885, 963, 915]
divider [467, 937, 513, 938]
party-row [188, 163, 398, 175]
paragraph: Victoria Hack—Rangitikapu, All Trumps, Royal Maid, Lianwern, Waxy, Afterthought, Anchor Head, Hilarian, Leolanter, Captain Bell, Jim, Castiglione, King's Prize, Waimoe, Envoy, Amota Paul. [978, 908, 1103, 965]
paragraph: The building of the fleet was an imitation of the other nations. The Germans had no wish to rule the seas, and threatened nobody since without an intention of competition for the supremacy of the sea it was unreasonable to suppose they sought to become involved in a naval quarrel. [297, 993, 415, 1084]
divider [467, 1126, 513, 1127]
party-row [188, 175, 398, 187]
paragraph: Several hundred people at Toronto have pledged themselves not to eat the meat until the price is lowered. [430, 1094, 550, 1122]
headline: THE BARWON. [718, 44, 801, 85]
subheading: CARRIAGES LEAVE THE RAILS. [576, 91, 680, 111]
dateline: By Telegraph—Press Association. AUCKLAND, January 31. [987, 86, 1094, 106]
subheading: AUSTRALIAN SOCIALIST COLLAPSES. [573, 301, 683, 321]
paragraph: Pony Handicap, 6 furlongs—Mingo 10.9, Mighty Atom 9.9, Miss Stella 8.6, Maika 7.4, Peggy Pryde, 7.4, Effulgence 7.3. [978, 309, 1103, 347]
paragraph: "That we, the workers of Grey and district, enter an emphatic protest against the brutal action of the Wade Government in making a law which practically annihilates the liberty of free speech and the industrial organisation of the working class, and, further, if occasion arises, we will advocate a general strike throughout Australasia, making the injury to one an injury to all." [430, 472, 550, 574]
paragraph: Mr Lonsdale, a member of the State Assembly, was struck to-day when giving a lecture at Kurri Kurri in aid of a local institution, when one of the audience called attention to the fact that Mr Lonsdale supported a Government which had done all it could to crush them, and had sent their leaders to gaol. [430, 201, 550, 275]
lower-columns [171, 553, 415, 1084]
paragraph: The Rev. D. C. Bates this evening issued the following weather summary and forecast:—Heavy rain has fallen in most parts of the Dominion. The low pressure area has extended over the whole country, and the high pressure now due in the South has not yet shown definite signs of development, and is probably decreasing. Present indications are for further unsettled weather, colder and wet generally. The barometer will probably continue low in the North for several hours, but rise fast in the South shortly. Strong easterly winds will probably prevail north of New Plymouth and Napier; south-easterly gale elsewhere. [171, 553, 415, 1071]
paragraph: The total amount of revenue collected by the Customs here for January (inclusive of the 31st) amounted to £6,162 1s 2d, an increase of £2,273 over January of last year. The amount of beer duty collected during the month represents an increase of 2,372 gallons in the consumption of locally-made beer. [828, 1251, 963, 1329]
divider [57, 1128, 111, 1129]
subheading: BRITISH EXPEDITION LANDS. [183, 604, 277, 624]
paragraph: In criticising "The Belle of Cuba" with which this popular combination will inaugurate a season of two nights on Saturday, a Southern contemporary says:—"Pollard's Opera Company commenced its season of mirth and melody at the Theatre Royal on Monday evening of last week. The opening production was a musical comedy, "The Belle of Cuba." The piece is built on lines familiar to compositions of its class, and it contains some clever dialogue and right flashes of music. The scenery and costuming were in keeping with Pollardian traditions, and the work went with a capital swing; in fact, every scene that could be extracted from the class of comedy to which "The Belle of Cuba" belongs was served up in tasty form for the delectation of patrons. Most of the old favourites of the company appeared in the production. Playgoers should remember that the plans of reserved seats for the season will be opened to-morrow morning at Miss Kive's. There is every indication of good houses, especially for the Monday night, as playgoers have been anxiously awaiting the production of such a world-famed musical comedy success as "Miss Hook of Holland." [706, 636, 813, 901]
section-heading: MR ASQUITH. [455, 942, 525, 953]
section-heading: METEOROLOGICAL. [186, 802, 274, 812]
paragraph: The crowded houses at each change of programme bear unmistakable evidence of the ever-increasing popularity of the Thompson-Payne Pictures, and last night a greater crowd than ever filled the hall to its utmost capacity. The star picture is "The Midnight Express," a powerful and sensational drama having for its climax the attempted wrecking of an express train. The scene on the footplate of the engine is very fine. The driver and fireman suddenly get sight of a signal light being frantically waved, the brakes are put hard down, and the train pulled up just in time to avert a catastrophe. This great film was most enthusiastically received by a delighted audience. "The Great Motor Boat Race" is a splendid film and conveys a good idea of the remarkable speed attained by the motor boats of to-day. Adam II., the great ape, is a picture that will appeal to all who are interested in intelligent and highly trained animals. Adam II. drinks and smokes like a man. It seems most remarkable to see this wonderful ape calmly blowing the dense smoke of a pipe down his nostrils. "Incidents of the Franco-Prussian War" is a very fine historical picture with great educational possibilities. "Views of the great North German Lloyd steamer, the s.s. Berlin," is a picture of great worth and intense interest. A Pathe colour film showing a family of dwarfs performing is another highly entertaining picture of this genre. The dwarfs are most original, performing feats of agility and strength, and dancing. Some very fine comics are included in the programme. "No rest for the weary" is a screaming fast and most wonderful trick photography is shown. To the big city belongs, also, "Dancing Tabloids" and "A glass of goat's milk" are other mirth provoking films of great merit. A picture which is of special interest to the children is one of the Great Zoo, illustrating the daily life of the animals and birds in their confinement. Some beautiful scenes are, "Arms, under the Taurin, in France, being a most charming series of views. The recent alterations have made the hall a very cosy and comfortable place of amusement, and other improvements are under consideration. It is quite a treat to have such a high-grade entertainment where one may spend an enjoyable and profitable evening whenever he feels so inclined. [706, 934, 813, 1448]
subheading: EFFECT OF CONSTRUCTING THE QUAYS. [835, 91, 956, 111]
paragraph: For the past fortnight the weather has been very unsettled, and on Friday afternoon rain, which had for some time previously been intermittent, commenced to descend in steady downpour, and has continued ever since. Unless it quickly abates it is probable that serious damage will be done in the country districts. The local observatory records that from Friday about 2.30 p.m. up to 2.30 p.m. to-day 2.219 inches of rain had fallen. [565, 573, 691, 690]
subheading: WRESTLING. [731, 264, 788, 274]
divider [565, 280, 691, 281]
paragraph: A collection was taken up on behalf of the strikers, women going from shop to shop with money boxes. [430, 576, 550, 604]
section-heading: DONATIONS FROM ENGLISH ROYAL FAMILY. [834, 574, 957, 594]
subheading: TAKAPUNA ACCEPTANCES. [981, 74, 1100, 84]
subheading: DEMAND FOR STRAIGHTENING OF THE RIVER. [841, 324, 950, 355]
column-rule [821, 40, 822, 1510]
paragraph: A six-roomed house in Lincoln road is advertised to be let. Particulars may be obtained at Mr H. Madeley's next door. [13, 366, 156, 397]
divider [828, 1186, 963, 1187]
paragraph: Dublin County South.—Mr Cooper, Unionist, 5,072; Mr Cotton, Nationalist, 5,006. [297, 212, 415, 242]
paragraph: There is worth of a thoroughly reliable watch (whether in gold or silver) should make a point of calling upon Mr Frank Dupre, Queen Street, Masterton. He has just landed an assortment of ladies' and gent's watches, which forms one of the [13, 588, 156, 649]
section-heading: RIVERS FALLING. [857, 511, 934, 521]
returns-columns [171, 213, 415, 543]
